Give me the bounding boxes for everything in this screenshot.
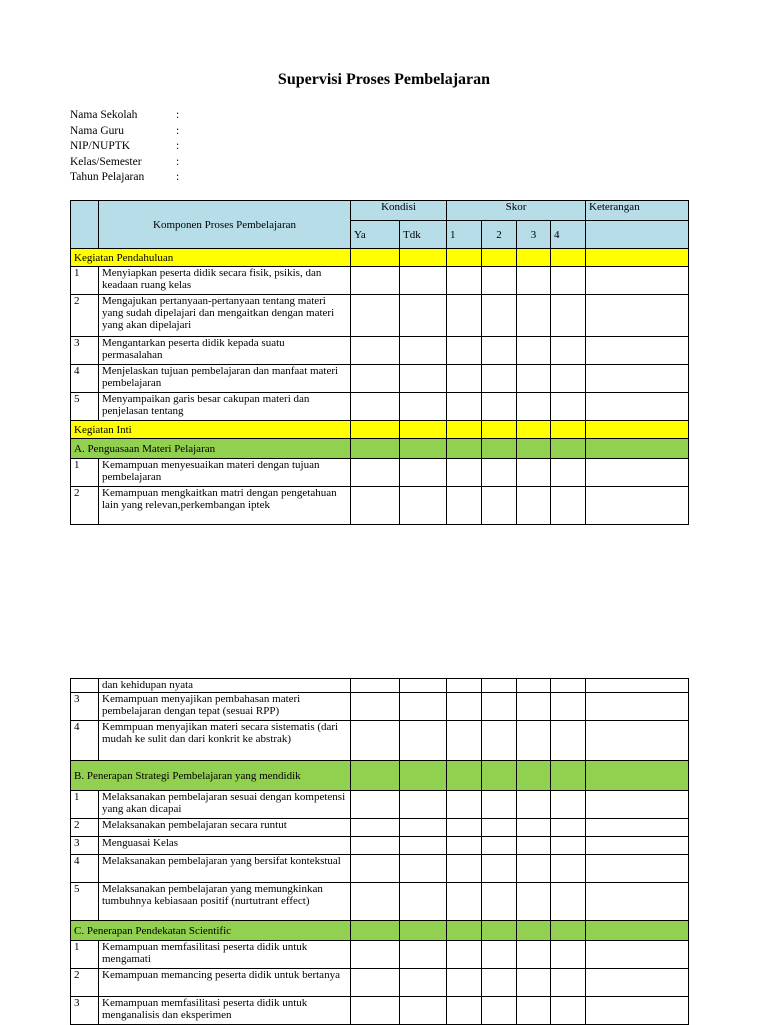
skor-4-cell[interactable] bbox=[551, 249, 586, 267]
ya-cell[interactable] bbox=[351, 791, 400, 819]
skor-2-cell[interactable] bbox=[482, 941, 517, 969]
section-row bbox=[71, 249, 689, 267]
component-text: Menyiapkan peserta didik secara fisik, psikis, dan keadaan ruang kelas bbox=[99, 267, 351, 295]
info-row-nama-sekolah bbox=[70, 108, 179, 124]
info-row-nama-guru bbox=[70, 124, 179, 140]
section-label: B. Penerapan Strategi Pembelajaran yang mendidik bbox=[71, 761, 351, 791]
tdk-cell[interactable] bbox=[400, 421, 447, 439]
skor-4-cell[interactable] bbox=[551, 693, 586, 721]
keterangan-cell[interactable] bbox=[586, 459, 689, 487]
skor-1-cell[interactable] bbox=[447, 459, 482, 487]
skor-3-cell[interactable] bbox=[517, 997, 551, 1025]
ya-cell[interactable] bbox=[351, 267, 400, 295]
identity-block bbox=[70, 108, 179, 186]
tdk-cell[interactable] bbox=[400, 969, 447, 997]
keterangan-cell[interactable] bbox=[586, 439, 689, 459]
tdk-cell[interactable] bbox=[400, 337, 447, 365]
component-text: Mengajukan pertanyaan-pertanyaan tentang materi yang sudah dipelajari dan mengaitkan dengan materi yang akan dipelajari bbox=[99, 295, 351, 337]
skor-1-cell[interactable] bbox=[447, 487, 482, 525]
tdk-cell[interactable] bbox=[400, 837, 447, 855]
tdk-cell[interactable] bbox=[400, 883, 447, 921]
ya-cell[interactable] bbox=[351, 693, 400, 721]
skor-4-cell[interactable] bbox=[551, 365, 586, 393]
row-number: 2 bbox=[71, 819, 99, 837]
tdk-cell[interactable] bbox=[400, 791, 447, 819]
skor-4-cell[interactable] bbox=[551, 819, 586, 837]
tdk-cell[interactable] bbox=[400, 439, 447, 459]
row-number: 3 bbox=[71, 997, 99, 1025]
table-row bbox=[71, 883, 689, 921]
tdk-cell[interactable] bbox=[400, 295, 447, 337]
keterangan-cell[interactable] bbox=[586, 693, 689, 721]
table-row bbox=[71, 969, 689, 997]
skor-3-cell[interactable] bbox=[517, 393, 551, 421]
keterangan-cell[interactable] bbox=[586, 295, 689, 337]
skor-1-cell[interactable] bbox=[447, 837, 482, 855]
keterangan-cell[interactable] bbox=[586, 487, 689, 525]
skor-1-cell[interactable] bbox=[447, 883, 482, 921]
section-label: A. Penguasaan Materi Pelajaran bbox=[71, 439, 351, 459]
table-row bbox=[71, 393, 689, 421]
skor-2-cell[interactable] bbox=[482, 295, 517, 337]
ya-cell[interactable] bbox=[351, 439, 400, 459]
tdk-cell[interactable] bbox=[400, 693, 447, 721]
skor-2-cell[interactable] bbox=[482, 819, 517, 837]
header-komponen: Komponen Proses Pembelajaran bbox=[99, 201, 351, 249]
skor-4-cell[interactable] bbox=[551, 883, 586, 921]
skor-3-cell[interactable] bbox=[517, 679, 551, 693]
skor-2-cell[interactable] bbox=[482, 249, 517, 267]
skor-1-cell[interactable] bbox=[447, 679, 482, 693]
skor-3-cell[interactable] bbox=[517, 249, 551, 267]
header-row-top bbox=[71, 201, 689, 221]
skor-3-cell[interactable] bbox=[517, 693, 551, 721]
ya-cell[interactable] bbox=[351, 679, 400, 693]
component-text: Kemampuan mengkaitkan matri dengan pengetahuan lain yang relevan,perkembangan iptek bbox=[99, 487, 351, 525]
skor-4-cell[interactable] bbox=[551, 267, 586, 295]
keterangan-cell[interactable] bbox=[586, 941, 689, 969]
tdk-cell[interactable] bbox=[400, 679, 447, 693]
info-row-tahun bbox=[70, 170, 179, 186]
tdk-cell[interactable] bbox=[400, 761, 447, 791]
header-skor-2: 2 bbox=[482, 221, 517, 249]
tdk-cell[interactable] bbox=[400, 459, 447, 487]
info-row-kelas bbox=[70, 155, 179, 171]
skor-4-cell[interactable] bbox=[551, 393, 586, 421]
table-row bbox=[71, 295, 689, 337]
skor-1-cell[interactable] bbox=[447, 941, 482, 969]
skor-3-cell[interactable] bbox=[517, 721, 551, 761]
ya-cell[interactable] bbox=[351, 969, 400, 997]
skor-1-cell[interactable] bbox=[447, 997, 482, 1025]
component-text: Melaksanakan pembelajaran secara runtut bbox=[99, 819, 351, 837]
tdk-cell[interactable] bbox=[400, 721, 447, 761]
section-label: Kegiatan Inti bbox=[71, 421, 351, 439]
keterangan-cell[interactable] bbox=[586, 393, 689, 421]
ya-cell[interactable] bbox=[351, 855, 400, 883]
keterangan-cell[interactable] bbox=[586, 761, 689, 791]
info-label: Nama Sekolah bbox=[70, 109, 138, 121]
header-skor: Skor bbox=[447, 201, 586, 221]
ya-cell[interactable] bbox=[351, 337, 400, 365]
skor-2-cell[interactable] bbox=[482, 837, 517, 855]
section-row bbox=[71, 761, 689, 791]
skor-1-cell[interactable] bbox=[447, 921, 482, 941]
skor-3-cell[interactable] bbox=[517, 883, 551, 921]
component-text: Menyampaikan garis besar cakupan materi dan penjelasan tentang bbox=[99, 393, 351, 421]
skor-3-cell[interactable] bbox=[517, 487, 551, 525]
row-number: 3 bbox=[71, 337, 99, 365]
row-number: 4 bbox=[71, 365, 99, 393]
table-row bbox=[71, 679, 689, 693]
header-keterangan-blank bbox=[586, 221, 689, 249]
skor-3-cell[interactable] bbox=[517, 837, 551, 855]
keterangan-cell[interactable] bbox=[586, 997, 689, 1025]
skor-1-cell[interactable] bbox=[447, 855, 482, 883]
row-number: 1 bbox=[71, 459, 99, 487]
supervision-table-page-1 bbox=[70, 200, 689, 525]
skor-4-cell[interactable] bbox=[551, 855, 586, 883]
ya-cell[interactable] bbox=[351, 941, 400, 969]
keterangan-cell[interactable] bbox=[586, 855, 689, 883]
section-row bbox=[71, 421, 689, 439]
skor-2-cell[interactable] bbox=[482, 883, 517, 921]
skor-1-cell[interactable] bbox=[447, 761, 482, 791]
skor-1-cell[interactable] bbox=[447, 969, 482, 997]
row-number: 2 bbox=[71, 295, 99, 337]
ya-cell[interactable] bbox=[351, 819, 400, 837]
header-tdk: Tdk bbox=[400, 221, 447, 249]
skor-1-cell[interactable] bbox=[447, 337, 482, 365]
header-kondisi: Kondisi bbox=[351, 201, 447, 221]
skor-2-cell[interactable] bbox=[482, 421, 517, 439]
row-number: 1 bbox=[71, 791, 99, 819]
skor-3-cell[interactable] bbox=[517, 421, 551, 439]
ya-cell[interactable] bbox=[351, 421, 400, 439]
skor-2-cell[interactable] bbox=[482, 791, 517, 819]
skor-1-cell[interactable] bbox=[447, 421, 482, 439]
ya-cell[interactable] bbox=[351, 721, 400, 761]
skor-4-cell[interactable] bbox=[551, 459, 586, 487]
table-row bbox=[71, 337, 689, 365]
skor-1-cell[interactable] bbox=[447, 819, 482, 837]
tdk-cell[interactable] bbox=[400, 267, 447, 295]
tdk-cell[interactable] bbox=[400, 997, 447, 1025]
header-no-cell bbox=[71, 201, 99, 249]
header-keterangan: Keterangan bbox=[586, 201, 689, 221]
ya-cell[interactable] bbox=[351, 487, 400, 525]
table-body-page-1 bbox=[71, 249, 689, 525]
skor-4-cell[interactable] bbox=[551, 421, 586, 439]
skor-2-cell[interactable] bbox=[482, 969, 517, 997]
component-text: Melaksanakan pembelajaran yang memungkinkan tumbuhnya kebiasaan positif (nurtutrant effect) bbox=[99, 883, 351, 921]
info-separator: : bbox=[176, 124, 180, 137]
keterangan-cell[interactable] bbox=[586, 679, 689, 693]
skor-1-cell[interactable] bbox=[447, 791, 482, 819]
skor-2-cell[interactable] bbox=[482, 679, 517, 693]
table-row bbox=[71, 855, 689, 883]
table-row bbox=[71, 693, 689, 721]
ya-cell[interactable] bbox=[351, 997, 400, 1025]
tdk-cell[interactable] bbox=[400, 819, 447, 837]
skor-4-cell[interactable] bbox=[551, 337, 586, 365]
skor-3-cell[interactable] bbox=[517, 969, 551, 997]
keterangan-cell[interactable] bbox=[586, 267, 689, 295]
info-separator: : bbox=[176, 171, 180, 184]
skor-2-cell[interactable] bbox=[482, 393, 517, 421]
table-row bbox=[71, 837, 689, 855]
skor-4-cell[interactable] bbox=[551, 837, 586, 855]
skor-2-cell[interactable] bbox=[482, 365, 517, 393]
component-text: Menjelaskan tujuan pembelajaran dan manfaat materi pembelajaran bbox=[99, 365, 351, 393]
skor-2-cell[interactable] bbox=[482, 439, 517, 459]
table-row bbox=[71, 997, 689, 1025]
skor-2-cell[interactable] bbox=[482, 267, 517, 295]
ya-cell[interactable] bbox=[351, 393, 400, 421]
keterangan-cell[interactable] bbox=[586, 819, 689, 837]
skor-3-cell[interactable] bbox=[517, 761, 551, 791]
ya-cell[interactable] bbox=[351, 837, 400, 855]
skor-2-cell[interactable] bbox=[482, 693, 517, 721]
skor-3-cell[interactable] bbox=[517, 941, 551, 969]
table-row bbox=[71, 267, 689, 295]
section-row bbox=[71, 439, 689, 459]
component-text: Mengantarkan peserta didik kepada suatu permasalahan bbox=[99, 337, 351, 365]
table-row bbox=[71, 721, 689, 761]
skor-4-cell[interactable] bbox=[551, 487, 586, 525]
ya-cell[interactable] bbox=[351, 459, 400, 487]
keterangan-cell[interactable] bbox=[586, 365, 689, 393]
tdk-cell[interactable] bbox=[400, 941, 447, 969]
info-separator: : bbox=[176, 155, 180, 168]
skor-4-cell[interactable] bbox=[551, 721, 586, 761]
skor-3-cell[interactable] bbox=[517, 855, 551, 883]
skor-2-cell[interactable] bbox=[482, 997, 517, 1025]
skor-1-cell[interactable] bbox=[447, 721, 482, 761]
tdk-cell[interactable] bbox=[400, 365, 447, 393]
skor-3-cell[interactable] bbox=[517, 459, 551, 487]
table-row bbox=[71, 459, 689, 487]
keterangan-cell[interactable] bbox=[586, 969, 689, 997]
supervision-table-page-2 bbox=[70, 678, 689, 1025]
row-number: 3 bbox=[71, 837, 99, 855]
skor-3-cell[interactable] bbox=[517, 791, 551, 819]
skor-2-cell[interactable] bbox=[482, 921, 517, 941]
skor-3-cell[interactable] bbox=[517, 337, 551, 365]
table-row bbox=[71, 819, 689, 837]
component-text: Kemampuan memancing peserta didik untuk bertanya bbox=[99, 969, 351, 997]
tdk-cell[interactable] bbox=[400, 487, 447, 525]
skor-1-cell[interactable] bbox=[447, 439, 482, 459]
tdk-cell[interactable] bbox=[400, 393, 447, 421]
skor-4-cell[interactable] bbox=[551, 439, 586, 459]
skor-2-cell[interactable] bbox=[482, 487, 517, 525]
component-text: dan kehidupan nyata bbox=[99, 679, 351, 693]
keterangan-cell[interactable] bbox=[586, 721, 689, 761]
header-skor-3: 3 bbox=[517, 221, 551, 249]
row-number: 1 bbox=[71, 941, 99, 969]
row-number: 4 bbox=[71, 721, 99, 761]
skor-2-cell[interactable] bbox=[482, 855, 517, 883]
skor-3-cell[interactable] bbox=[517, 267, 551, 295]
component-text: Kemampuan memfasilitasi peserta didik untuk menganalisis dan eksperimen bbox=[99, 997, 351, 1025]
keterangan-cell[interactable] bbox=[586, 337, 689, 365]
tdk-cell[interactable] bbox=[400, 249, 447, 267]
row-number: 3 bbox=[71, 693, 99, 721]
component-text: Kemmpuan menyajikan materi secara sistematis (dari mudah ke sulit dan dari konkrit ke abstrak) bbox=[99, 721, 351, 761]
table-row bbox=[71, 487, 689, 525]
ya-cell[interactable] bbox=[351, 249, 400, 267]
table-body-page-2 bbox=[71, 679, 689, 1025]
section-label: C. Penerapan Pendekatan Scientific bbox=[71, 921, 351, 941]
skor-2-cell[interactable] bbox=[482, 337, 517, 365]
ya-cell[interactable] bbox=[351, 921, 400, 941]
ya-cell[interactable] bbox=[351, 295, 400, 337]
skor-3-cell[interactable] bbox=[517, 819, 551, 837]
header-skor-4: 4 bbox=[551, 221, 586, 249]
info-row-nip bbox=[70, 139, 179, 155]
skor-4-cell[interactable] bbox=[551, 679, 586, 693]
skor-2-cell[interactable] bbox=[482, 761, 517, 791]
row-number: 2 bbox=[71, 969, 99, 997]
skor-4-cell[interactable] bbox=[551, 761, 586, 791]
component-text: Kemampuan menyajikan pembahasan materi pembelajaran dengan tepat (sesuai RPP) bbox=[99, 693, 351, 721]
page-title: Supervisi Proses Pembelajaran bbox=[277, 71, 491, 88]
keterangan-cell[interactable] bbox=[586, 249, 689, 267]
skor-4-cell[interactable] bbox=[551, 997, 586, 1025]
component-text: Kemampuan menyesuaikan materi dengan tujuan pembelajaran bbox=[99, 459, 351, 487]
skor-3-cell[interactable] bbox=[517, 295, 551, 337]
ya-cell[interactable] bbox=[351, 761, 400, 791]
skor-1-cell[interactable] bbox=[447, 365, 482, 393]
table-row bbox=[71, 791, 689, 819]
row-number: 2 bbox=[71, 487, 99, 525]
row-number bbox=[71, 679, 99, 693]
section-label: Kegiatan Pendahuluan bbox=[71, 249, 351, 267]
section-row bbox=[71, 921, 689, 941]
skor-4-cell[interactable] bbox=[551, 941, 586, 969]
component-text: Kemampuan memfasilitasi peserta didik untuk mengamati bbox=[99, 941, 351, 969]
keterangan-cell[interactable] bbox=[586, 421, 689, 439]
info-label: Nama Guru bbox=[70, 124, 124, 137]
ya-cell[interactable] bbox=[351, 883, 400, 921]
component-text: Menguasai Kelas bbox=[99, 837, 351, 855]
skor-1-cell[interactable] bbox=[447, 295, 482, 337]
info-separator: : bbox=[176, 140, 180, 153]
info-label: Tahun Pelajaran bbox=[70, 171, 145, 184]
skor-4-cell[interactable] bbox=[551, 295, 586, 337]
skor-4-cell[interactable] bbox=[551, 791, 586, 819]
skor-4-cell[interactable] bbox=[551, 969, 586, 997]
tdk-cell[interactable] bbox=[400, 921, 447, 941]
keterangan-cell[interactable] bbox=[586, 837, 689, 855]
skor-3-cell[interactable] bbox=[517, 921, 551, 941]
skor-3-cell[interactable] bbox=[517, 439, 551, 459]
row-number: 1 bbox=[71, 267, 99, 295]
component-text: Melaksanakan pembelajaran yang bersifat kontekstual bbox=[99, 855, 351, 883]
keterangan-cell[interactable] bbox=[586, 883, 689, 921]
info-separator: : bbox=[176, 109, 180, 121]
row-number: 4 bbox=[71, 855, 99, 883]
row-number: 5 bbox=[71, 393, 99, 421]
row-number: 5 bbox=[71, 883, 99, 921]
header-skor-1: 1 bbox=[447, 221, 482, 249]
skor-1-cell[interactable] bbox=[447, 267, 482, 295]
table-row bbox=[71, 941, 689, 969]
skor-2-cell[interactable] bbox=[482, 459, 517, 487]
info-label: NIP/NUPTK bbox=[70, 140, 131, 153]
skor-3-cell[interactable] bbox=[517, 365, 551, 393]
info-label: Kelas/Semester bbox=[70, 155, 142, 168]
ya-cell[interactable] bbox=[351, 365, 400, 393]
header-ya: Ya bbox=[351, 221, 400, 249]
keterangan-cell[interactable] bbox=[586, 921, 689, 941]
skor-2-cell[interactable] bbox=[482, 721, 517, 761]
tdk-cell[interactable] bbox=[400, 855, 447, 883]
skor-1-cell[interactable] bbox=[447, 393, 482, 421]
keterangan-cell[interactable] bbox=[586, 791, 689, 819]
component-text: Melaksanakan pembelajaran sesuai dengan kompetensi yang akan dicapai bbox=[99, 791, 351, 819]
skor-1-cell[interactable] bbox=[447, 249, 482, 267]
table-row bbox=[71, 365, 689, 393]
skor-1-cell[interactable] bbox=[447, 693, 482, 721]
skor-4-cell[interactable] bbox=[551, 921, 586, 941]
